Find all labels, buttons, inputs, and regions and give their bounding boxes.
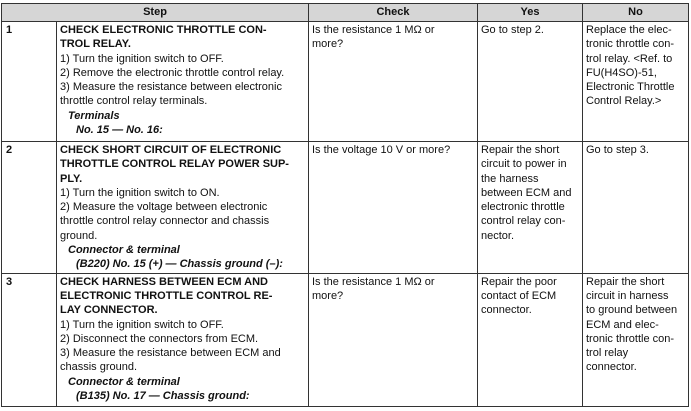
yes-cell: Repair the short circuit to power in the harness between ECM and electronic throttle control relay con- nector. [478,142,583,274]
step-instruction: 1) Turn the ignition switch to OFF. [60,52,224,65]
spec-value: (B135) No. 17 — Chassis ground: [76,390,250,403]
step-title: CHECK ELECTRONIC THROTTLE CON- TROL RELAY. [60,24,267,51]
step-instruction: ground. [60,229,98,242]
step-instruction: 2) Measure the voltage between electronic [60,201,268,214]
step-instruction: 3) Measure the resistance between ECM and [60,347,281,360]
table-row [2,273,689,406]
yes-cell: Go to step 2. [478,22,583,142]
no-column-header: No [583,4,689,22]
step-instruction: 1) Turn the ignition switch to OFF. [60,318,224,331]
step-number: 2 [2,142,57,274]
check-cell: Is the resistance 1 MΩ or more? [309,22,478,142]
no-cell: Replace the elec- tronic throttle con- trol relay. <Ref. to FU(H4SO)-51, Electronic Throttle Control Relay.> [583,22,689,142]
spec-heading: Connector & terminal [68,244,180,257]
step-column-header: Step [2,4,309,22]
no-cell: Go to step 3. [583,142,689,274]
spec-heading: Connector & terminal [68,375,180,388]
diagnostic-table [1,3,689,407]
yes-cell: Repair the poor contact of ECM connector. [478,273,583,406]
spec-heading: Terminals [68,109,120,122]
check-cell: Is the resistance 1 MΩ or more? [309,273,478,406]
check-cell: Is the voltage 10 V or more? [309,142,478,274]
step-title: CHECK HARNESS BETWEEN ECM AND ELECTRONIC THROTTLE CONTROL RE- LAY CONNECTOR. [60,275,273,317]
table-header-row [2,4,689,22]
step-instruction: throttle control relay connector and chassis [60,215,270,228]
table-row [2,22,689,142]
step-instruction: chassis ground. [60,361,138,374]
step-cell [57,22,309,142]
step-instruction: 1) Turn the ignition switch to ON. [60,186,220,199]
step-number: 1 [2,22,57,142]
spec-value: (B220) No. 15 (+) — Chassis ground (–): [76,258,283,271]
step-cell [57,142,309,274]
table-row [2,142,689,274]
no-cell: Repair the short circuit in harness to ground between ECM and elec- tronic throttle con- trol relay connector. [583,273,689,406]
spec-value: No. 15 — No. 16: [76,124,163,137]
step-instruction: 2) Disconnect the connectors from ECM. [60,332,259,345]
step-instruction: 2) Remove the electronic throttle control relay. [60,66,285,79]
step-instruction: 3) Measure the resistance between electronic [60,81,282,94]
check-column-header: Check [309,4,478,22]
step-title: CHECK SHORT CIRCUIT OF ELECTRONIC THROTTLE CONTROL RELAY POWER SUP- PLY. [60,144,289,185]
step-cell [57,273,309,406]
step-number: 3 [2,273,57,406]
yes-column-header: Yes [478,4,583,22]
step-instruction: throttle control relay terminals. [60,95,208,108]
